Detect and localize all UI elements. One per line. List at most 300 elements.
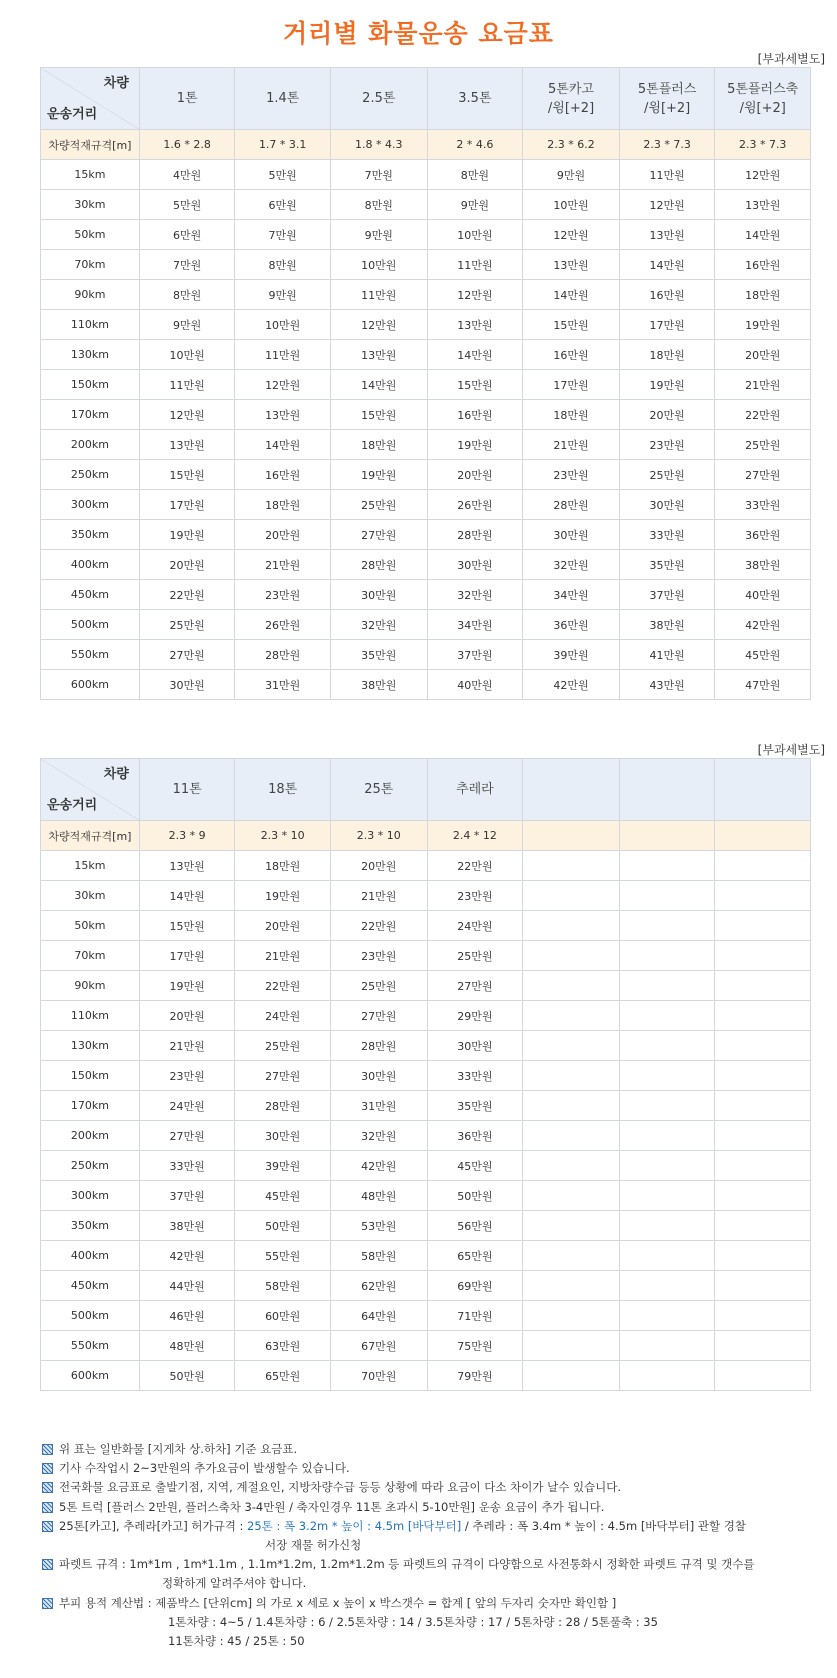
price-cell: 27만원 [235, 1061, 331, 1091]
price-cell: 41만원 [619, 640, 715, 670]
vehicle-header-cell [330, 759, 427, 821]
price-cell: 9만원 [330, 220, 427, 250]
distance-cell: 200km [41, 1121, 140, 1151]
price-cell: 12만원 [427, 280, 523, 310]
price-cell [715, 1301, 811, 1331]
price-cell: 10만원 [330, 250, 427, 280]
price-cell: 28만원 [523, 490, 620, 520]
price-cell: 21만원 [715, 370, 811, 400]
price-cell: 44만원 [139, 1271, 235, 1301]
price-cell [715, 1271, 811, 1301]
vehicle-header-text: 18톤 [268, 782, 298, 797]
notes-section [42, 1440, 822, 1651]
price-cell [523, 911, 620, 941]
table-row [41, 1061, 811, 1091]
price-cell: 40만원 [715, 580, 811, 610]
vehicle-header-text: 11톤 [172, 782, 202, 797]
price-cell [619, 941, 715, 971]
bullet-icon [42, 1521, 53, 1532]
price-cell: 23만원 [427, 881, 523, 911]
price-cell: 9만원 [523, 160, 620, 190]
price-cell [619, 1331, 715, 1361]
table-row [41, 580, 811, 610]
vat-note: [부과세별도] [757, 52, 825, 66]
price-cell [619, 1091, 715, 1121]
page-title: 거리별 화물운송 요금표 [283, 19, 554, 48]
corner-header-cell [41, 68, 140, 130]
distance-cell: 500km [41, 1301, 140, 1331]
price-cell: 25만원 [427, 941, 523, 971]
spec-cell: 2 * 4.6 [427, 130, 523, 160]
price-cell: 12만원 [330, 310, 427, 340]
table-row [41, 1091, 811, 1121]
distance-cell: 170km [41, 400, 140, 430]
distance-cell: 300km [41, 1181, 140, 1211]
note-item [42, 1459, 822, 1478]
price-cell: 8만원 [330, 190, 427, 220]
price-cell: 42만원 [139, 1241, 235, 1271]
table-row [41, 400, 811, 430]
price-cell: 15만원 [139, 911, 235, 941]
price-cell: 34만원 [523, 580, 620, 610]
price-cell: 36만원 [427, 1121, 523, 1151]
price-cell: 38만원 [330, 670, 427, 700]
price-cell: 20만원 [235, 911, 331, 941]
table-row [41, 640, 811, 670]
price-cell [619, 1121, 715, 1151]
price-cell: 42만원 [523, 670, 620, 700]
distance-label: 운송거리 [47, 107, 98, 122]
price-cell: 25만원 [139, 610, 235, 640]
price-cell [715, 1181, 811, 1211]
price-cell: 21만원 [235, 550, 331, 580]
price-cell [715, 941, 811, 971]
price-cell: 11만원 [619, 160, 715, 190]
price-cell: 13만원 [139, 430, 235, 460]
table-row [41, 1121, 811, 1151]
price-cell: 37만원 [619, 580, 715, 610]
vehicle-header-text: /윙[+2] [739, 100, 786, 116]
price-cell: 37만원 [427, 640, 523, 670]
vehicle-header-text: 1톤 [176, 91, 198, 106]
table-row [41, 1241, 811, 1271]
table-row [41, 160, 811, 190]
price-cell: 19만원 [330, 460, 427, 490]
vehicle-header-cell [619, 759, 715, 821]
price-cell: 23만원 [330, 941, 427, 971]
price-cell: 27만원 [330, 1001, 427, 1031]
price-cell: 25만원 [715, 430, 811, 460]
price-cell: 42만원 [330, 1151, 427, 1181]
price-cell: 11만원 [427, 250, 523, 280]
distance-cell: 130km [41, 1031, 140, 1061]
spec-cell: 2.3 * 10 [235, 821, 331, 851]
note-text: / 추레라 : 폭 3.4m * 높이 : 4.5m [바닥부터] 관할 경찰 [461, 1518, 746, 1533]
price-cell: 18만원 [235, 490, 331, 520]
note-text: 위 표는 일반화물 [지게차 상.하차] 기준 요금표. [59, 1442, 298, 1456]
price-cell: 32만원 [330, 1121, 427, 1151]
price-cell: 13만원 [235, 400, 331, 430]
vehicle-header-text: 5톤카고 [548, 81, 594, 97]
price-cell: 75만원 [427, 1331, 523, 1361]
price-cell: 69만원 [427, 1271, 523, 1301]
price-cell [523, 1271, 620, 1301]
price-cell: 30만원 [330, 580, 427, 610]
note-text: 전국화물 요금표로 출발기점, 지역, 계절요인, 지방차량수급 등등 상황에 따라 요금이 다소 차이가 날수 있습니다. [59, 1480, 622, 1495]
distance-cell: 350km [41, 1211, 140, 1241]
price-cell [523, 1091, 620, 1121]
price-cell: 38만원 [619, 610, 715, 640]
price-cell [619, 971, 715, 1001]
price-cell: 10만원 [427, 220, 523, 250]
price-cell: 14만원 [523, 280, 620, 310]
price-cell [619, 1001, 715, 1031]
table-row [41, 250, 811, 280]
spec-cell [523, 821, 620, 851]
rate-table-1 [40, 67, 811, 700]
price-cell: 22만원 [715, 400, 811, 430]
vehicle-label: 차량 [103, 767, 129, 782]
note-continuation: 서장 재물 허가신청 [265, 1538, 362, 1553]
price-cell: 10만원 [523, 190, 620, 220]
distance-cell: 450km [41, 1271, 140, 1301]
spec-cell [715, 821, 811, 851]
distance-cell: 400km [41, 1241, 140, 1271]
price-cell: 71만원 [427, 1301, 523, 1331]
price-cell: 35만원 [619, 550, 715, 580]
price-cell [523, 851, 620, 881]
price-cell: 50만원 [139, 1361, 235, 1391]
price-cell: 58만원 [235, 1271, 331, 1301]
price-cell: 23만원 [523, 460, 620, 490]
table-row [41, 1151, 811, 1181]
vehicle-header-text: 5톤플러스축 [727, 81, 799, 97]
price-cell: 26만원 [235, 610, 331, 640]
table-row [41, 430, 811, 460]
vehicle-header-cell [427, 68, 523, 130]
price-cell: 30만원 [235, 1121, 331, 1151]
bullet-icon [42, 1598, 53, 1609]
price-cell [715, 971, 811, 1001]
price-cell [523, 1001, 620, 1031]
price-cell: 63만원 [235, 1331, 331, 1361]
price-cell: 47만원 [715, 670, 811, 700]
distance-cell: 90km [41, 971, 140, 1001]
distance-cell: 130km [41, 340, 140, 370]
spec-cell: 2.4 * 12 [427, 821, 523, 851]
price-cell: 55만원 [235, 1241, 331, 1271]
price-cell: 67만원 [330, 1331, 427, 1361]
price-cell: 21만원 [330, 881, 427, 911]
corner-header-cell [41, 759, 140, 821]
price-cell: 37만원 [139, 1181, 235, 1211]
price-cell: 65만원 [235, 1361, 331, 1391]
spec-cell: 1.8 * 4.3 [330, 130, 427, 160]
spec-label: 차량적재규격[m] [41, 130, 140, 160]
vehicle-header-text: /윙[+2] [644, 100, 691, 116]
price-cell: 35만원 [427, 1091, 523, 1121]
distance-cell: 450km [41, 580, 140, 610]
note-text: 파렛트 규격 : 1m*1m , 1m*1.1m , 1.1m*1.2m, 1.2m*1.2m 등 파렛트의 규격이 다양함으로 사전통화시 정확한 파렛트 규격 및 갯수를 [59, 1557, 755, 1572]
price-cell: 45만원 [427, 1151, 523, 1181]
price-cell: 15만원 [139, 460, 235, 490]
price-cell: 6만원 [139, 220, 235, 250]
price-cell: 32만원 [427, 580, 523, 610]
price-cell: 4만원 [139, 160, 235, 190]
price-cell: 58만원 [330, 1241, 427, 1271]
price-cell: 29만원 [427, 1001, 523, 1031]
price-cell: 70만원 [330, 1361, 427, 1391]
price-cell: 11만원 [235, 340, 331, 370]
table-row [41, 670, 811, 700]
vehicle-header-text: /윙[+2] [547, 100, 595, 116]
vehicle-header-text: 5톤플러스 [637, 81, 697, 97]
price-cell [715, 1061, 811, 1091]
price-cell [523, 1241, 620, 1271]
price-cell: 13만원 [619, 220, 715, 250]
price-cell [523, 1151, 620, 1181]
distance-cell: 550km [41, 640, 140, 670]
price-cell [523, 1181, 620, 1211]
vehicle-header-text: 1.4톤 [266, 91, 300, 106]
price-cell [523, 1121, 620, 1151]
price-cell: 18만원 [330, 430, 427, 460]
bullet-icon [42, 1463, 53, 1474]
distance-cell: 50km [41, 220, 140, 250]
vehicle-header-text: 추레라 [456, 782, 494, 797]
price-cell: 6만원 [235, 190, 331, 220]
bullet-icon [42, 1444, 53, 1455]
price-cell: 14만원 [619, 250, 715, 280]
vat-note-2: [부과세별도] [757, 743, 825, 757]
price-cell: 30만원 [523, 520, 620, 550]
bullet-icon [42, 1502, 53, 1513]
price-cell: 23만원 [139, 1061, 235, 1091]
price-cell: 5만원 [139, 190, 235, 220]
price-cell [523, 1031, 620, 1061]
price-cell: 16만원 [523, 340, 620, 370]
price-cell: 17만원 [619, 310, 715, 340]
price-cell: 79만원 [427, 1361, 523, 1391]
price-cell: 24만원 [139, 1091, 235, 1121]
price-cell: 7만원 [330, 160, 427, 190]
price-cell: 38만원 [139, 1211, 235, 1241]
vehicle-header-text: 3.5톤 [458, 91, 492, 106]
price-cell: 30만원 [427, 550, 523, 580]
price-cell [523, 1211, 620, 1241]
table-row [41, 1181, 811, 1211]
spec-cell: 1.7 * 3.1 [235, 130, 331, 160]
price-cell [619, 1031, 715, 1061]
price-cell: 16만원 [619, 280, 715, 310]
price-cell [619, 1211, 715, 1241]
price-cell: 7만원 [139, 250, 235, 280]
price-cell: 12만원 [139, 400, 235, 430]
price-cell [619, 1061, 715, 1091]
price-cell: 5만원 [235, 160, 331, 190]
distance-cell: 110km [41, 310, 140, 340]
price-cell: 18만원 [715, 280, 811, 310]
note-highlight: 25톤 : 폭 3.2m * 높이 : 4.5m [바닥부터] [247, 1518, 462, 1533]
price-cell: 30만원 [619, 490, 715, 520]
price-cell: 65만원 [427, 1241, 523, 1271]
price-cell: 32만원 [330, 610, 427, 640]
bullet-icon [42, 1559, 53, 1570]
price-cell [715, 1151, 811, 1181]
note-continuation: 정확하게 알려주셔야 합니다. [162, 1576, 307, 1591]
distance-cell: 400km [41, 550, 140, 580]
price-cell: 11만원 [330, 280, 427, 310]
price-cell [619, 1241, 715, 1271]
price-cell [619, 881, 715, 911]
table-row [41, 340, 811, 370]
table-row [41, 550, 811, 580]
vehicle-header-cell [139, 68, 235, 130]
price-cell: 28만원 [235, 640, 331, 670]
note-item [42, 1478, 822, 1497]
price-cell: 28만원 [330, 550, 427, 580]
note-item [42, 1594, 822, 1613]
distance-cell: 15km [41, 851, 140, 881]
table-row [41, 1301, 811, 1331]
price-cell: 31만원 [330, 1091, 427, 1121]
price-cell [715, 1001, 811, 1031]
table-row [41, 1211, 811, 1241]
distance-cell: 50km [41, 911, 140, 941]
note-text: 부피 용적 계산법 : 제품박스 [단위cm] 의 가로 x 세로 x 높이 x 박스갯수 = 합계 [ 앞의 두자리 숫자만 확인함 ] [59, 1595, 617, 1610]
price-cell: 20만원 [330, 851, 427, 881]
price-cell: 33만원 [619, 520, 715, 550]
table-row [41, 881, 811, 911]
price-cell: 21만원 [523, 430, 620, 460]
price-cell: 25만원 [330, 490, 427, 520]
distance-cell: 600km [41, 1361, 140, 1391]
price-cell [523, 941, 620, 971]
price-cell [715, 1121, 811, 1151]
price-cell: 9만원 [139, 310, 235, 340]
price-cell: 20만원 [427, 460, 523, 490]
price-cell: 20만원 [139, 550, 235, 580]
note-continuation: 1톤차량 : 4~5 / 1.4톤차량 : 6 / 2.5톤차량 : 14 / 3.5톤차량 : 17 / 5톤차량 : 28 / 5톤풀축 : 35 [168, 1614, 658, 1629]
vehicle-header-cell [139, 759, 235, 821]
price-cell: 27만원 [427, 971, 523, 1001]
price-cell: 50만원 [235, 1211, 331, 1241]
distance-cell: 300km [41, 490, 140, 520]
price-cell: 60만원 [235, 1301, 331, 1331]
price-cell: 34만원 [427, 610, 523, 640]
spec-row [41, 130, 811, 160]
price-cell: 17만원 [139, 941, 235, 971]
distance-cell: 150km [41, 370, 140, 400]
price-cell [523, 1061, 620, 1091]
price-cell [619, 1361, 715, 1391]
price-cell [715, 1361, 811, 1391]
table-row [41, 1001, 811, 1031]
price-cell: 22만원 [235, 971, 331, 1001]
table-row [41, 190, 811, 220]
distance-cell: 550km [41, 1331, 140, 1361]
spec-cell: 2.3 * 10 [330, 821, 427, 851]
price-cell: 8만원 [235, 250, 331, 280]
vehicle-header-text: 2.5톤 [362, 91, 396, 106]
price-cell: 16만원 [427, 400, 523, 430]
price-cell: 20만원 [235, 520, 331, 550]
price-cell: 33만원 [715, 490, 811, 520]
price-cell: 19만원 [715, 310, 811, 340]
price-cell: 35만원 [330, 640, 427, 670]
price-cell: 14만원 [715, 220, 811, 250]
price-cell: 9만원 [427, 190, 523, 220]
table-row [41, 610, 811, 640]
price-cell: 22만원 [330, 911, 427, 941]
spec-cell: 2.3 * 6.2 [523, 130, 620, 160]
price-cell: 27만원 [715, 460, 811, 490]
rate-table-2 [40, 758, 811, 1391]
price-cell: 39만원 [235, 1151, 331, 1181]
header-row [41, 759, 811, 821]
price-cell [619, 911, 715, 941]
table-row [41, 490, 811, 520]
price-cell: 24만원 [427, 911, 523, 941]
price-cell: 27만원 [139, 640, 235, 670]
price-cell: 15만원 [427, 370, 523, 400]
distance-cell: 15km [41, 160, 140, 190]
vehicle-header-cell [427, 759, 523, 821]
table-row [41, 1031, 811, 1061]
price-cell [715, 1211, 811, 1241]
distance-cell: 600km [41, 670, 140, 700]
price-cell: 12만원 [235, 370, 331, 400]
vehicle-header-cell [235, 759, 331, 821]
price-cell: 14만원 [427, 340, 523, 370]
price-cell [715, 911, 811, 941]
price-cell: 25만원 [235, 1031, 331, 1061]
price-cell: 20만원 [139, 1001, 235, 1031]
price-cell: 36만원 [523, 610, 620, 640]
price-cell [619, 851, 715, 881]
vehicle-header-cell [715, 68, 811, 130]
note-item [42, 1498, 822, 1517]
vehicle-header-text: 25톤 [364, 782, 394, 797]
price-cell [619, 1151, 715, 1181]
price-cell: 17만원 [139, 490, 235, 520]
price-cell [715, 1091, 811, 1121]
price-cell: 22만원 [139, 580, 235, 610]
price-cell: 24만원 [235, 1001, 331, 1031]
price-cell: 33만원 [427, 1061, 523, 1091]
note-item [42, 1517, 822, 1536]
note-text: 기사 수작업시 2~3만원의 추가요금이 발생할수 있습니다. [59, 1461, 350, 1476]
price-cell: 26만원 [427, 490, 523, 520]
price-cell: 13만원 [715, 190, 811, 220]
price-cell: 10만원 [235, 310, 331, 340]
price-cell [523, 881, 620, 911]
distance-cell: 150km [41, 1061, 140, 1091]
price-cell: 19만원 [139, 520, 235, 550]
price-cell: 31만원 [235, 670, 331, 700]
price-cell: 19만원 [139, 971, 235, 1001]
spec-label: 차량적재규격[m] [41, 821, 140, 851]
note-continuation: 11톤차량 : 45 / 25톤 : 50 [168, 1634, 305, 1649]
table-row [41, 220, 811, 250]
price-cell: 8만원 [427, 160, 523, 190]
note-text: 5톤 트럭 [플러스 2만원, 플러스축차 3-4만원 / 축자인경우 11톤 초과시 5-10만원] 운송 요금이 추가 됩니다. [59, 1499, 605, 1514]
price-cell: 14만원 [139, 881, 235, 911]
price-cell: 21만원 [139, 1031, 235, 1061]
price-cell: 14만원 [330, 370, 427, 400]
price-cell [715, 1031, 811, 1061]
spec-row [41, 821, 811, 851]
